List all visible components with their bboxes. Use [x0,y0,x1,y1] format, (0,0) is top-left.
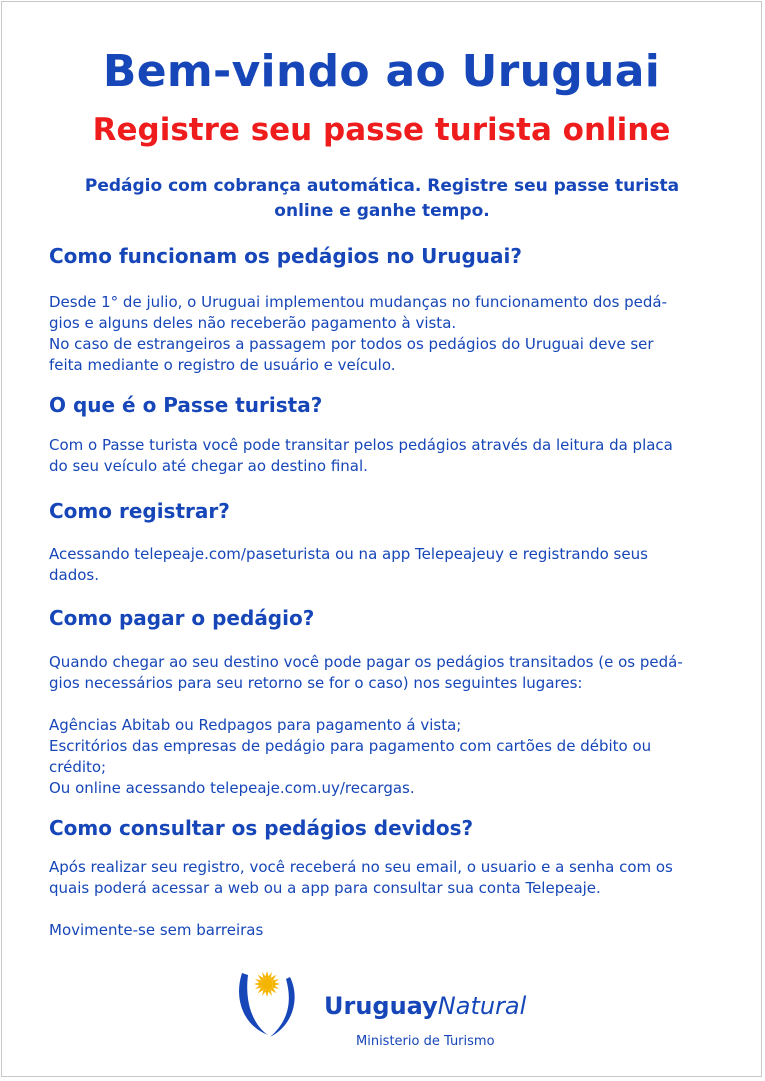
page-title: Bem-vindo ao Uruguai [102,46,661,97]
section-body-check-tolls [49,857,729,941]
body-line: Movimente-se sem barreiras [49,921,264,939]
section-heading-how-tolls-work: Como funcionam os pedágios no Uruguai? [49,244,522,268]
body-line: Acessando telepeaje.com/paseturista ou na app Telepeajeuy e registrando seus [49,545,648,563]
logo-name-bold: Uruguay [324,992,438,1020]
logo-ministry: Ministerio de Turismo [356,1034,495,1049]
body-line: dados. [49,566,99,584]
logo-wordmark [324,991,526,1021]
section-heading-tourist-pass: O que é o Passe turista? [49,393,323,417]
body-line: Quando chegar ao seu destino você pode pagar os pedágios transitados (e os pedá- [49,653,683,671]
body-line: do seu veículo até chegar ao destino final. [49,457,368,475]
section-body-how-to-pay [49,652,729,799]
intro-line: Pedágio com cobrança automática. Registre seu passe turista [84,176,680,196]
body-line: Escritórios das empresas de pedágio para pagamento com cartões de débito ou [49,737,652,755]
body-line [49,899,729,920]
uruguay-natural-logo [234,967,534,1057]
body-line [49,694,729,715]
uruguay-sun-icon [234,967,306,1042]
section-body-how-to-register [49,544,729,586]
body-line: quais poderá acessar a web ou a app para consultar sua conta Telepeaje. [49,879,601,897]
body-line: Ou online acessando telepeaje.com.uy/recargas. [49,779,415,797]
body-line: Com o Passe turista você pode transitar pelos pedágios através da leitura da placa [49,436,673,454]
body-line: Após realizar seu registro, você receberá no seu email, o usuario e a senha com os [49,858,673,876]
document-page [1,1,762,1077]
body-line: gios necessários para seu retorno se for o caso) nos seguintes lugares: [49,674,583,692]
section-body-how-tolls-work [49,292,729,376]
body-line: gios e alguns deles não receberão pagamento à vista. [49,314,457,332]
logo-name-italic: Natural [437,992,527,1020]
body-line: Desde 1° de julio, o Uruguai implementou mudanças no funcionamento dos pedá- [49,293,668,311]
body-line: Agências Abitab ou Redpagos para pagamento á vista; [49,716,462,734]
body-line: feita mediante o registro de usuário e veículo. [49,356,396,374]
section-heading-how-to-pay: Como pagar o pedágio? [49,606,315,630]
section-heading-how-to-register: Como registrar? [49,499,230,523]
body-line: crédito; [49,758,107,776]
body-line: No caso de estrangeiros a passagem por todos os pedágios do Uruguai deve ser [49,335,654,353]
intro-line: online e ganhe tempo. [274,201,490,221]
section-body-tourist-pass [49,435,729,477]
page-subtitle: Registre seu passe turista online [92,112,671,148]
section-heading-check-tolls: Como consultar os pedágios devidos? [49,816,474,840]
intro-text [62,174,702,224]
